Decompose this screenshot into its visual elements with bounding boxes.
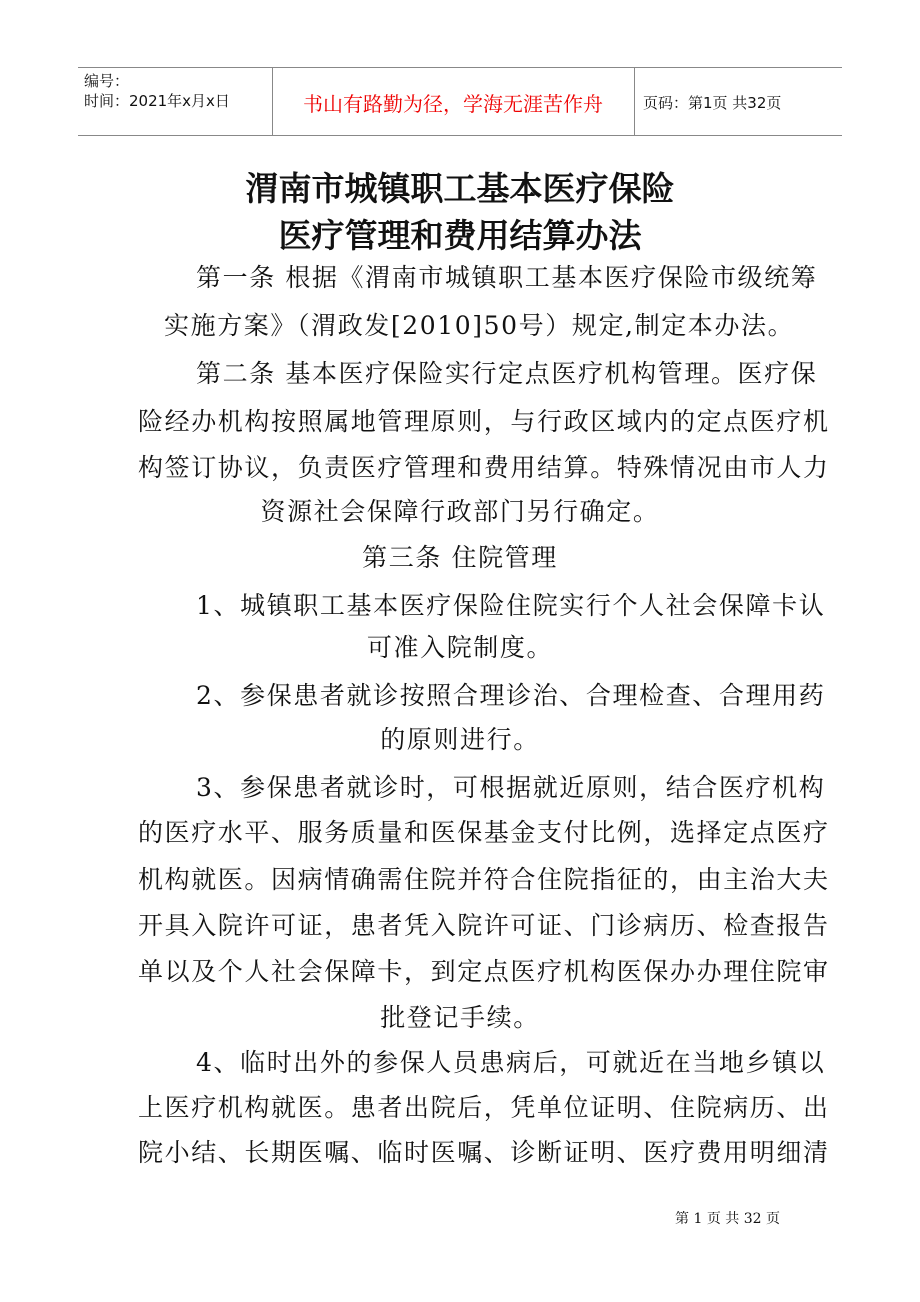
doc-time-label: 时间：2021年x月x日 bbox=[84, 92, 230, 110]
paragraph-line: 批登记手续。 bbox=[380, 1003, 540, 1032]
paragraph-line: 3、参保患者就诊时，可根据就近原则，结合医疗机构 bbox=[196, 773, 826, 802]
motto: 书山有路勤为径，学海无涯苦作舟 bbox=[303, 92, 603, 116]
doc-title-line-2: 医疗管理和费用结算办法 bbox=[278, 216, 642, 255]
paragraph-line: 开具入院许可证，患者凭入院许可证、门诊病历、检查报告 bbox=[138, 911, 830, 940]
paragraph-line: 构签订协议，负责医疗管理和费用结算。特殊情况由市人力 bbox=[138, 453, 830, 482]
paragraph-line: 4、临时出外的参保人员患病后，可就近在当地乡镇以 bbox=[196, 1048, 826, 1077]
paragraph-line: 的医疗水平、服务质量和医保基金支付比例，选择定点医疗 bbox=[138, 818, 830, 847]
paragraph-line: 第一条 根据《渭南市城镇职工基本医疗保险市级统筹 bbox=[196, 263, 818, 292]
paragraph-line: 资源社会保障行政部门另行确定。 bbox=[260, 497, 660, 526]
paragraph-line: 的原则进行。 bbox=[380, 725, 540, 754]
doc-title-line-1: 渭南市城镇职工基本医疗保险 bbox=[245, 169, 675, 208]
paragraph-line: 第三条 住院管理 bbox=[362, 543, 558, 572]
paragraph-line: 险经办机构按照属地管理原则，与行政区域内的定点医疗机 bbox=[138, 407, 830, 436]
paragraph-line: 可准入院制度。 bbox=[366, 633, 554, 662]
header-bottom-rule bbox=[78, 135, 842, 136]
doc-number-label: 编号： bbox=[84, 72, 130, 90]
page-footer: 第 1 页 共 32 页 bbox=[675, 1211, 780, 1227]
paragraph-line: 机构就医。因病情确需住院并符合住院指征的，由主治大夫 bbox=[138, 865, 830, 894]
paragraph-line: 1、城镇职工基本医疗保险住院实行个人社会保障卡认 bbox=[196, 591, 826, 620]
paragraph-line: 单以及个人社会保障卡，到定点医疗机构医保办办理住院审 bbox=[138, 957, 830, 986]
paragraph-line: 上医疗机构就医。患者出院后，凭单位证明、住院病历、出 bbox=[138, 1093, 830, 1122]
paragraph-line: 第二条 基本医疗保险实行定点医疗机构管理。医疗保 bbox=[196, 359, 818, 388]
header-divider bbox=[634, 67, 635, 135]
page-number-label: 页码：第1页 共32页 bbox=[643, 94, 782, 112]
header-top-rule bbox=[78, 67, 842, 68]
paragraph-line: 实施方案》（渭政发[2010]50号）规定,制定本办法。 bbox=[164, 311, 795, 340]
paragraph-line: 院小结、长期医嘱、临时医嘱、诊断证明、医疗费用明细清 bbox=[138, 1138, 830, 1167]
paragraph-line: 2、参保患者就诊按照合理诊治、合理检查、合理用药 bbox=[196, 681, 826, 710]
